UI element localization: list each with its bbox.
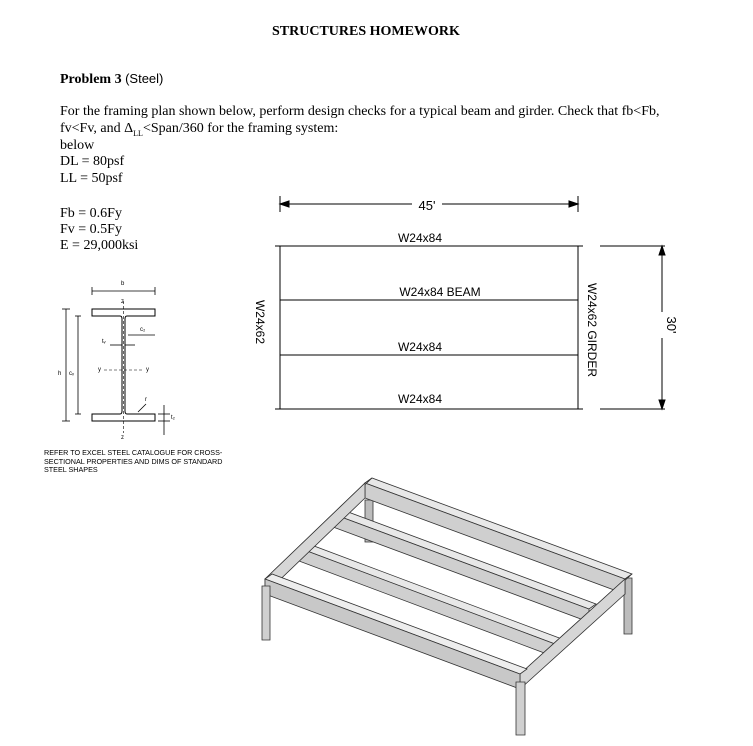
intro-line-3: below bbox=[60, 138, 95, 153]
intro-line-2-post: <Span/360 for the framing system: bbox=[142, 121, 339, 136]
page-title: STRUCTURES HOMEWORK bbox=[272, 24, 460, 39]
steel-catalogue-note: REFER TO EXCEL STEEL CATALOGUE FOR CROSS-SECTIONAL PROPERTIES AND DIMS OF STANDARD STEEL SHAPES bbox=[44, 448, 223, 475]
depth-dim-label: 30' bbox=[664, 316, 679, 334]
label-y-left: y bbox=[98, 367, 101, 373]
intro-line-2-pre: fv<Fv, and Δ bbox=[60, 121, 134, 136]
column-front-left bbox=[262, 586, 270, 640]
beam-3-label: W24x84 bbox=[397, 340, 443, 354]
intro-line-1: For the framing plan shown below, perform design checks for a typical beam and girder. Check that fb<Fb, bbox=[60, 104, 660, 119]
dead-load: DL = 80psf bbox=[60, 154, 125, 169]
girder-back-top bbox=[365, 478, 632, 579]
beam-1-label: W24x84 bbox=[397, 231, 443, 245]
label-y-right: y bbox=[146, 367, 149, 373]
label-b: b bbox=[121, 281, 125, 287]
label-tf: t₂ bbox=[171, 415, 175, 421]
allowable-bending: Fb = 0.6Fy bbox=[60, 206, 122, 221]
label-r: r bbox=[145, 397, 147, 403]
girder-left-label: W24x62 bbox=[253, 299, 267, 345]
elastic-modulus: E = 29,000ksi bbox=[60, 238, 139, 253]
column-front-right bbox=[516, 682, 525, 735]
problem-type: (Steel) bbox=[125, 71, 164, 86]
allowable-shear: Fv = 0.5Fy bbox=[60, 222, 122, 237]
problem-label: Problem 3 bbox=[60, 72, 122, 87]
label-z-bottom: z bbox=[121, 435, 124, 441]
beam-2-label: W24x84 BEAM bbox=[399, 285, 481, 299]
intro-line-2-sub: LL bbox=[133, 128, 143, 138]
beam-4-label: W24x84 bbox=[397, 392, 443, 406]
label-h: h bbox=[58, 371, 62, 377]
live-load: LL = 50psf bbox=[60, 171, 123, 186]
label-cf: c₂ bbox=[140, 327, 146, 333]
label-z-top: z bbox=[121, 299, 124, 305]
label-cw: cᵥ bbox=[69, 371, 74, 377]
span-dim-label: 45' bbox=[418, 198, 436, 213]
label-tw: tᵥ bbox=[102, 339, 106, 345]
girder-right-label: W24x62 GIRDER bbox=[585, 282, 599, 378]
